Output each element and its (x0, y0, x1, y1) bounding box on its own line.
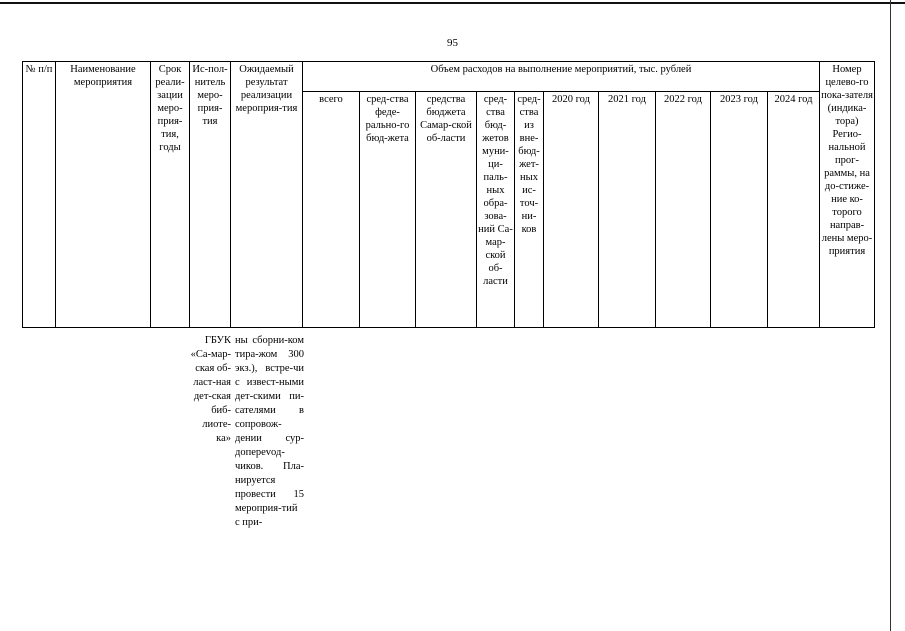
continuation-executor: ГБУК «Са-мар-ская об-ласт-ная дет-ская биб-лиоте-ка» (190, 335, 231, 444)
page-number: 95 (447, 37, 458, 49)
subheader-2021: 2021 год (599, 92, 656, 328)
subheader-2024: 2024 год (768, 92, 820, 328)
subheader-municipal: сред-ства бюд-жетов муни-ци-паль-ных обра-зова-ний Са-мар-ской об-ласти (477, 92, 515, 328)
subheader-total: всего (303, 92, 360, 328)
header-executor: Ис-пол-нитель меро-прия-тия (190, 62, 231, 328)
scan-edge-top (0, 2, 905, 4)
subheader-extrabudget: сред-ства из вне-бюд-жет-ных ис-точ-ни-ков (515, 92, 544, 328)
continuation-result: ны сборни-ком тира-жом 300 экз.), встре-чи с извест-ными дет-скими пи-сателями в сопровож-дении сур-допереvод-чиков. Пла-нируется провести 15 мероприя-тий с при- (235, 335, 304, 528)
scan-edge-right (890, 0, 891, 631)
expenses-table (22, 61, 875, 328)
subheader-federal: сред-ства феде-рально-го бюд-жета (360, 92, 416, 328)
header-indicator: Номер целево-го пока-зателя (индика-тора) Регио-нальной прог-раммы, на до-стиже-ние ко-торого направ-лены меро-приятия (820, 62, 875, 328)
header-num: № п/п (23, 62, 56, 328)
subheader-2020: 2020 год (544, 92, 599, 328)
subheader-regional: средства бюджета Самар-ской об-ласти (416, 92, 477, 328)
header-name: Наименование мероприятия (56, 62, 151, 328)
subheader-2022: 2022 год (656, 92, 711, 328)
header-term: Срок реали-зации меро-прия-тия, годы (151, 62, 190, 328)
subheader-2023: 2023 год (711, 92, 768, 328)
header-expenses: Объем расходов на выполнение мероприятий, тыс. рублей (303, 62, 820, 92)
header-result: Ожидаемый результат реализации мероприя-тия (231, 62, 303, 328)
